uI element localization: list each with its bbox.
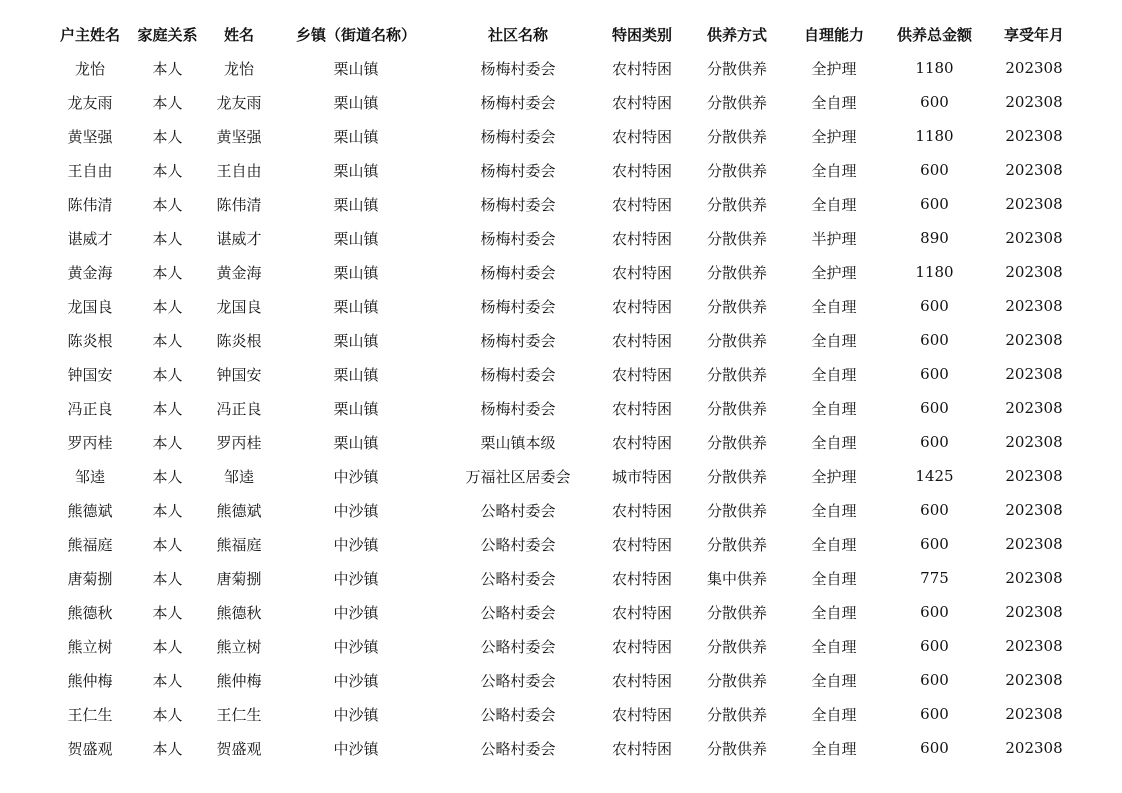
cell-community: 公略村委会	[480, 637, 556, 656]
cell-name: 罗丙桂	[216, 433, 262, 452]
cell-support-method: 分散供养	[706, 195, 767, 214]
cell-year-month: 202308	[1005, 297, 1063, 315]
cell-householder-name: 黄坚强	[67, 127, 113, 146]
cell-year-month: 202308	[1005, 127, 1063, 145]
cell-self-care: 全护理	[811, 127, 857, 146]
header-category: 特困类别	[611, 25, 672, 44]
cell-total-amount: 1425	[915, 467, 954, 485]
cell-householder-name: 谌威才	[67, 229, 113, 248]
cell-town: 栗山镇	[333, 229, 379, 248]
cell-support-method: 分散供养	[706, 501, 767, 520]
cell-householder-name: 陈炎根	[67, 331, 113, 350]
table-row	[52, 595, 1082, 629]
cell-support-method: 分散供养	[706, 705, 767, 724]
cell-support-method: 分散供养	[706, 263, 767, 282]
cell-family-relation: 本人	[152, 161, 183, 180]
table-row	[52, 323, 1082, 357]
cell-town: 栗山镇	[333, 263, 379, 282]
cell-year-month: 202308	[1005, 93, 1063, 111]
cell-householder-name: 王自由	[67, 161, 113, 180]
table-row	[52, 51, 1082, 85]
cell-total-amount: 600	[920, 331, 949, 349]
cell-family-relation: 本人	[152, 535, 183, 554]
cell-family-relation: 本人	[152, 739, 183, 758]
cell-town: 中沙镇	[333, 671, 379, 690]
cell-householder-name: 熊仲梅	[67, 671, 113, 690]
cell-community: 万福社区居委会	[465, 467, 571, 486]
cell-year-month: 202308	[1005, 399, 1063, 417]
cell-category: 农村特困	[611, 569, 672, 588]
cell-householder-name: 罗丙桂	[67, 433, 113, 452]
cell-community: 公略村委会	[480, 569, 556, 588]
cell-family-relation: 本人	[152, 229, 183, 248]
cell-category: 农村特困	[611, 365, 672, 384]
cell-year-month: 202308	[1005, 569, 1063, 587]
cell-community: 杨梅村委会	[480, 161, 556, 180]
cell-family-relation: 本人	[152, 93, 183, 112]
cell-community: 杨梅村委会	[480, 229, 556, 248]
cell-name: 熊福庭	[216, 535, 262, 554]
cell-family-relation: 本人	[152, 433, 183, 452]
table-body	[52, 51, 1082, 765]
table-row	[52, 357, 1082, 391]
cell-support-method: 分散供养	[706, 467, 767, 486]
cell-family-relation: 本人	[152, 671, 183, 690]
table-row	[52, 255, 1082, 289]
cell-name: 龙怡	[223, 59, 254, 78]
cell-community: 公略村委会	[480, 535, 556, 554]
cell-town: 栗山镇	[333, 399, 379, 418]
cell-category: 农村特困	[611, 671, 672, 690]
header-year-month: 享受年月	[1003, 25, 1064, 44]
cell-family-relation: 本人	[152, 637, 183, 656]
cell-category: 农村特困	[611, 535, 672, 554]
cell-family-relation: 本人	[152, 331, 183, 350]
cell-support-method: 分散供养	[706, 297, 767, 316]
cell-self-care: 全自理	[811, 195, 857, 214]
cell-community: 栗山镇本级	[480, 433, 556, 452]
cell-community: 公略村委会	[480, 671, 556, 690]
cell-householder-name: 邹逵	[74, 467, 105, 486]
cell-name: 唐菊捌	[216, 569, 262, 588]
cell-total-amount: 600	[920, 195, 949, 213]
cell-family-relation: 本人	[152, 501, 183, 520]
cell-category: 农村特困	[611, 127, 672, 146]
cell-self-care: 全自理	[811, 535, 857, 554]
cell-community: 杨梅村委会	[480, 127, 556, 146]
header-town: 乡镇（街道名称）	[295, 25, 416, 44]
cell-family-relation: 本人	[152, 603, 183, 622]
cell-self-care: 全自理	[811, 705, 857, 724]
cell-householder-name: 冯正良	[67, 399, 113, 418]
cell-self-care: 全护理	[811, 467, 857, 486]
cell-name: 熊德秋	[216, 603, 262, 622]
cell-year-month: 202308	[1005, 705, 1063, 723]
support-recipients-table	[52, 17, 1082, 765]
cell-total-amount: 600	[920, 399, 949, 417]
cell-support-method: 分散供养	[706, 603, 767, 622]
cell-year-month: 202308	[1005, 637, 1063, 655]
cell-year-month: 202308	[1005, 501, 1063, 519]
cell-year-month: 202308	[1005, 433, 1063, 451]
cell-support-method: 分散供养	[706, 331, 767, 350]
cell-self-care: 全自理	[811, 671, 857, 690]
cell-total-amount: 600	[920, 739, 949, 757]
cell-support-method: 分散供养	[706, 433, 767, 452]
table-row	[52, 391, 1082, 425]
cell-householder-name: 王仁生	[67, 705, 113, 724]
cell-town: 中沙镇	[333, 467, 379, 486]
cell-name: 黄坚强	[216, 127, 262, 146]
cell-year-month: 202308	[1005, 59, 1063, 77]
cell-town: 栗山镇	[333, 161, 379, 180]
cell-name: 龙国良	[216, 297, 262, 316]
cell-community: 公略村委会	[480, 603, 556, 622]
cell-year-month: 202308	[1005, 739, 1063, 757]
cell-self-care: 全自理	[811, 433, 857, 452]
header-self-care: 自理能力	[803, 25, 864, 44]
cell-householder-name: 熊福庭	[67, 535, 113, 554]
cell-category: 农村特困	[611, 637, 672, 656]
cell-category: 农村特困	[611, 433, 672, 452]
cell-self-care: 全自理	[811, 501, 857, 520]
table-row	[52, 187, 1082, 221]
cell-year-month: 202308	[1005, 263, 1063, 281]
cell-self-care: 全自理	[811, 365, 857, 384]
header-total-amount: 供养总金额	[896, 25, 972, 44]
cell-name: 龙友雨	[216, 93, 262, 112]
cell-category: 农村特困	[611, 59, 672, 78]
cell-name: 贺盛观	[216, 739, 262, 758]
cell-support-method: 分散供养	[706, 127, 767, 146]
cell-town: 栗山镇	[333, 93, 379, 112]
cell-self-care: 全自理	[811, 637, 857, 656]
cell-town: 栗山镇	[333, 127, 379, 146]
cell-community: 杨梅村委会	[480, 195, 556, 214]
cell-family-relation: 本人	[152, 195, 183, 214]
cell-year-month: 202308	[1005, 535, 1063, 553]
header-row	[52, 17, 1082, 51]
cell-town: 中沙镇	[333, 535, 379, 554]
cell-community: 杨梅村委会	[480, 399, 556, 418]
cell-category: 农村特困	[611, 297, 672, 316]
cell-name: 邹逵	[223, 467, 254, 486]
header-support-method: 供养方式	[706, 25, 767, 44]
cell-total-amount: 1180	[915, 263, 954, 281]
cell-community: 杨梅村委会	[480, 59, 556, 78]
cell-name: 王自由	[216, 161, 262, 180]
table-row	[52, 663, 1082, 697]
cell-self-care: 全自理	[811, 331, 857, 350]
cell-category: 农村特困	[611, 229, 672, 248]
cell-support-method: 分散供养	[706, 59, 767, 78]
cell-family-relation: 本人	[152, 399, 183, 418]
cell-total-amount: 600	[920, 93, 949, 111]
cell-community: 公略村委会	[480, 705, 556, 724]
table-row	[52, 527, 1082, 561]
cell-name: 钟国安	[216, 365, 262, 384]
cell-support-method: 分散供养	[706, 229, 767, 248]
cell-town: 中沙镇	[333, 603, 379, 622]
table-row	[52, 731, 1082, 765]
cell-family-relation: 本人	[152, 263, 183, 282]
cell-householder-name: 熊立树	[67, 637, 113, 656]
cell-name: 熊立树	[216, 637, 262, 656]
cell-year-month: 202308	[1005, 331, 1063, 349]
cell-town: 中沙镇	[333, 705, 379, 724]
cell-total-amount: 600	[920, 705, 949, 723]
cell-self-care: 全自理	[811, 739, 857, 758]
cell-year-month: 202308	[1005, 603, 1063, 621]
cell-support-method: 分散供养	[706, 671, 767, 690]
cell-total-amount: 600	[920, 365, 949, 383]
cell-community: 公略村委会	[480, 501, 556, 520]
cell-self-care: 全自理	[811, 569, 857, 588]
cell-householder-name: 龙怡	[74, 59, 105, 78]
cell-year-month: 202308	[1005, 195, 1063, 213]
table-row	[52, 221, 1082, 255]
header-community: 社区名称	[487, 25, 548, 44]
cell-self-care: 全护理	[811, 263, 857, 282]
cell-name: 陈炎根	[216, 331, 262, 350]
table-row	[52, 119, 1082, 153]
cell-town: 中沙镇	[333, 569, 379, 588]
cell-community: 杨梅村委会	[480, 263, 556, 282]
cell-total-amount: 1180	[915, 127, 954, 145]
cell-town: 栗山镇	[333, 195, 379, 214]
table-row	[52, 425, 1082, 459]
cell-town: 栗山镇	[333, 59, 379, 78]
cell-householder-name: 唐菊捌	[67, 569, 113, 588]
cell-family-relation: 本人	[152, 365, 183, 384]
cell-town: 中沙镇	[333, 739, 379, 758]
cell-community: 杨梅村委会	[480, 331, 556, 350]
cell-total-amount: 600	[920, 501, 949, 519]
cell-householder-name: 龙友雨	[67, 93, 113, 112]
cell-category: 农村特困	[611, 739, 672, 758]
cell-support-method: 分散供养	[706, 161, 767, 180]
cell-town: 中沙镇	[333, 637, 379, 656]
cell-total-amount: 600	[920, 433, 949, 451]
cell-category: 农村特困	[611, 161, 672, 180]
cell-family-relation: 本人	[152, 569, 183, 588]
cell-year-month: 202308	[1005, 365, 1063, 383]
cell-name: 黄金海	[216, 263, 262, 282]
cell-community: 杨梅村委会	[480, 297, 556, 316]
cell-category: 城市特困	[611, 467, 672, 486]
cell-support-method: 分散供养	[706, 93, 767, 112]
cell-community: 公略村委会	[480, 739, 556, 758]
cell-category: 农村特困	[611, 705, 672, 724]
cell-town: 中沙镇	[333, 501, 379, 520]
cell-family-relation: 本人	[152, 127, 183, 146]
cell-self-care: 半护理	[811, 229, 857, 248]
table-row	[52, 629, 1082, 663]
cell-total-amount: 600	[920, 535, 949, 553]
cell-year-month: 202308	[1005, 671, 1063, 689]
cell-name: 王仁生	[216, 705, 262, 724]
cell-self-care: 全自理	[811, 297, 857, 316]
cell-family-relation: 本人	[152, 59, 183, 78]
cell-self-care: 全自理	[811, 93, 857, 112]
header-family-relation: 家庭关系	[137, 25, 198, 44]
cell-category: 农村特困	[611, 399, 672, 418]
cell-name: 冯正良	[216, 399, 262, 418]
cell-total-amount: 600	[920, 671, 949, 689]
table-row	[52, 561, 1082, 595]
cell-householder-name: 钟国安	[67, 365, 113, 384]
cell-support-method: 分散供养	[706, 535, 767, 554]
table-row	[52, 289, 1082, 323]
cell-self-care: 全自理	[811, 399, 857, 418]
table-row	[52, 153, 1082, 187]
cell-community: 杨梅村委会	[480, 93, 556, 112]
table-row	[52, 493, 1082, 527]
cell-self-care: 全自理	[811, 161, 857, 180]
table-row	[52, 85, 1082, 119]
cell-support-method: 分散供养	[706, 637, 767, 656]
cell-support-method: 分散供养	[706, 739, 767, 758]
cell-total-amount: 600	[920, 297, 949, 315]
cell-community: 杨梅村委会	[480, 365, 556, 384]
cell-householder-name: 龙国良	[67, 297, 113, 316]
cell-name: 陈伟清	[216, 195, 262, 214]
cell-name: 熊德斌	[216, 501, 262, 520]
cell-support-method: 集中供养	[706, 569, 767, 588]
cell-year-month: 202308	[1005, 467, 1063, 485]
cell-total-amount: 890	[920, 229, 949, 247]
cell-category: 农村特困	[611, 603, 672, 622]
cell-family-relation: 本人	[152, 297, 183, 316]
cell-town: 栗山镇	[333, 297, 379, 316]
cell-name: 熊仲梅	[216, 671, 262, 690]
cell-category: 农村特困	[611, 93, 672, 112]
cell-householder-name: 熊德秋	[67, 603, 113, 622]
cell-category: 农村特困	[611, 501, 672, 520]
table-row	[52, 459, 1082, 493]
cell-total-amount: 1180	[915, 59, 954, 77]
cell-town: 栗山镇	[333, 365, 379, 384]
cell-total-amount: 600	[920, 161, 949, 179]
cell-year-month: 202308	[1005, 229, 1063, 247]
cell-householder-name: 贺盛观	[67, 739, 113, 758]
header-householder-name: 户主姓名	[59, 25, 120, 44]
header-name: 姓名	[223, 25, 254, 44]
cell-householder-name: 黄金海	[67, 263, 113, 282]
cell-support-method: 分散供养	[706, 399, 767, 418]
cell-family-relation: 本人	[152, 705, 183, 724]
table-row	[52, 697, 1082, 731]
cell-town: 栗山镇	[333, 331, 379, 350]
cell-town: 栗山镇	[333, 433, 379, 452]
cell-total-amount: 600	[920, 603, 949, 621]
cell-householder-name: 陈伟清	[67, 195, 113, 214]
cell-self-care: 全护理	[811, 59, 857, 78]
cell-self-care: 全自理	[811, 603, 857, 622]
cell-category: 农村特困	[611, 263, 672, 282]
cell-category: 农村特困	[611, 331, 672, 350]
cell-support-method: 分散供养	[706, 365, 767, 384]
cell-householder-name: 熊德斌	[67, 501, 113, 520]
cell-total-amount: 775	[920, 569, 949, 587]
cell-year-month: 202308	[1005, 161, 1063, 179]
table-header	[52, 17, 1082, 51]
cell-category: 农村特困	[611, 195, 672, 214]
cell-family-relation: 本人	[152, 467, 183, 486]
cell-name: 谌威才	[216, 229, 262, 248]
cell-total-amount: 600	[920, 637, 949, 655]
